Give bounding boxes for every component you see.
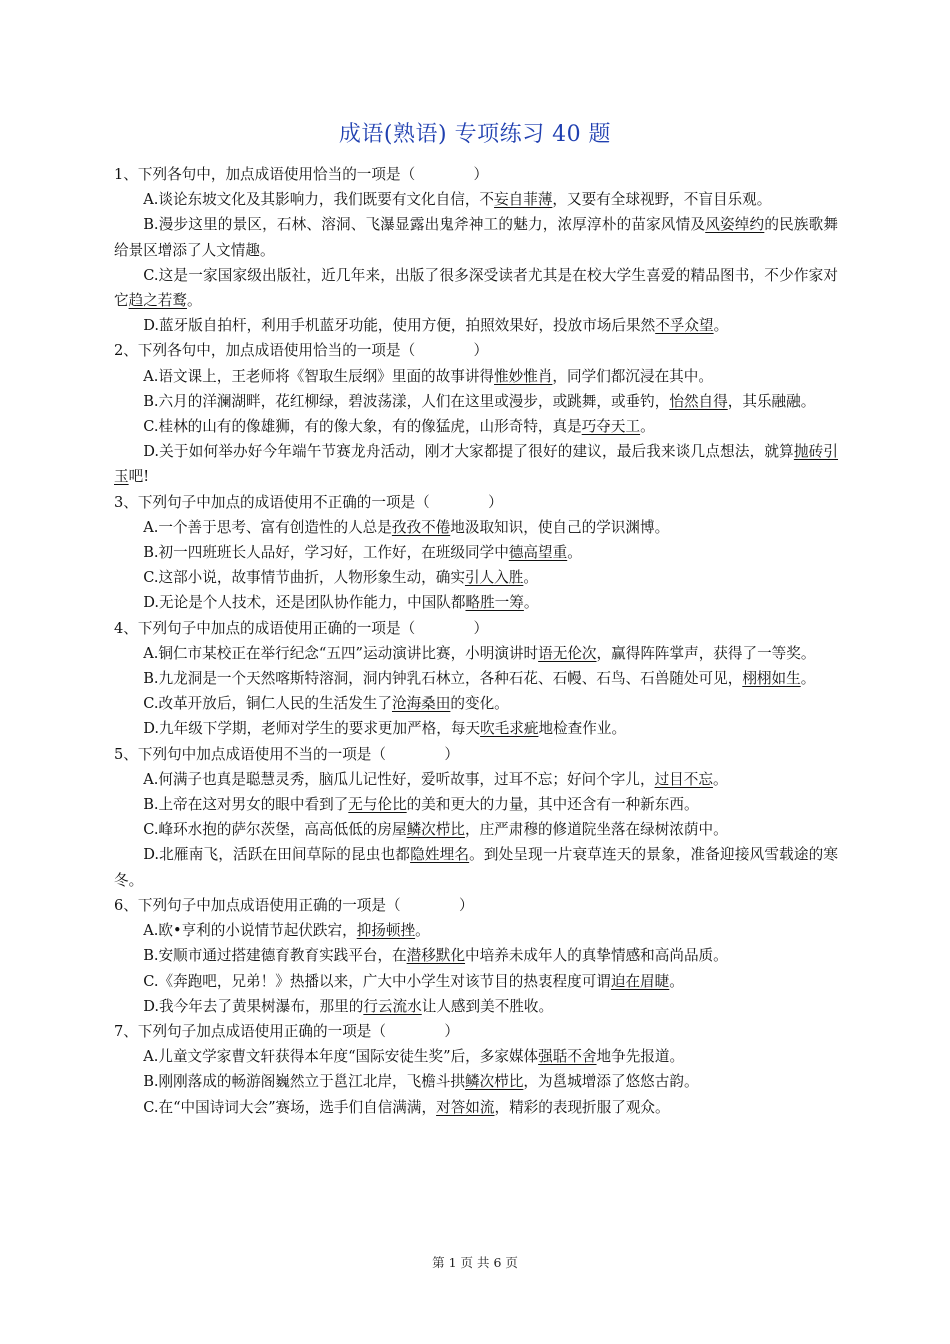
underlined-idiom: 略胜一筹	[465, 594, 524, 612]
underlined-idiom: 迫在眉睫	[610, 972, 670, 990]
answer-option	[114, 994, 838, 1019]
question-stem: 3、下列句子中加点的成语使用不正确的一项是（ ）	[114, 493, 503, 511]
underlined-idiom: 德高望重	[508, 544, 568, 562]
underlined-idiom: 语无伦次	[538, 644, 597, 662]
answer-option	[114, 540, 838, 565]
answer-option	[114, 565, 838, 590]
option-text: 的民族歌舞给景区增添了人文情趣。	[114, 216, 838, 259]
question-list	[114, 162, 838, 1120]
underlined-idiom: 行云流水	[363, 997, 422, 1015]
underlined-idiom: 无与伦比	[348, 796, 407, 814]
underlined-idiom: 妄自菲薄	[494, 191, 553, 209]
answer-option	[114, 641, 838, 666]
answer-option	[114, 969, 838, 994]
underlined-idiom: 怡然自得	[669, 392, 728, 410]
underlined-idiom: 鳞次栉比	[406, 821, 465, 839]
underlined-idiom: 过目不忘	[654, 770, 713, 788]
option-text: 。	[415, 922, 430, 940]
option-text: B.上帝在这对男女的眼中看到了	[143, 796, 349, 814]
option-text: A.铜仁市某校正在举行纪念“五四”运动演讲比赛，小明演讲时	[143, 644, 539, 662]
option-text: D.我今年去了黄果树瀑布，那里的	[143, 997, 364, 1015]
question-stem: 6、下列句子中加点成语使用正确的一项是（ ）	[114, 896, 474, 914]
answer-option	[114, 364, 838, 389]
underlined-idiom: 抛砖引玉	[114, 443, 838, 486]
underlined-idiom: 沧海桑田	[391, 695, 451, 713]
option-text: ，赢得阵阵掌声，获得了一等奖。	[596, 644, 816, 662]
question-stem: 2、下列各句中，加点成语使用恰当的一项是（ ）	[114, 342, 489, 360]
option-text: C.这部小说，故事情节曲折，人物形象生动，确实	[143, 569, 465, 587]
option-text: B.安顺市通过搭建德育教育实践平台，在	[143, 947, 407, 965]
option-text: A.语文课上，王老师将《智取生辰纲》里面的故事讲得	[143, 367, 495, 385]
underlined-idiom: 强聒不舍	[538, 1048, 597, 1066]
option-text: 地争先报道。	[596, 1048, 685, 1066]
question-stem: 5、下列句中加点成语使用不当的一项是（ ）	[114, 745, 459, 763]
option-text: A.儿童文学家曹文轩获得本年度“国际安徒生奖”后，多家媒体	[143, 1048, 539, 1066]
answer-option	[114, 313, 838, 338]
answer-option	[114, 389, 838, 414]
answer-option	[114, 212, 838, 262]
answer-option	[114, 943, 838, 968]
underlined-idiom: 隐姓埋名	[410, 846, 470, 864]
answer-option	[114, 767, 838, 792]
option-text: B.漫步这里的景区，石林、溶洞、飞瀑显露出鬼斧神工的魅力，浓厚淳朴的苗家风情及	[143, 216, 706, 234]
option-text: A.谈论东坡文化及其影响力，我们既要有文化自信，不	[143, 191, 495, 209]
option-text: 地汲取知识，使自己的学识渊博。	[450, 518, 670, 536]
underlined-idiom: 吹毛求疵	[480, 720, 539, 738]
option-text: C.峰环水抱的萨尔茨堡，高高低低的房屋	[143, 821, 407, 839]
option-text: 。到处呈现一片衰草连天的景象，准备迎接风雪载途的寒冬。	[114, 846, 838, 889]
option-text: ，又要有全球视野，不盲目乐观。	[552, 191, 772, 209]
option-text: ，精彩的表现折服了观众。	[494, 1098, 670, 1116]
document-title: 成语(熟语) 专项练习 40 题	[338, 122, 612, 147]
option-text: B.九龙洞是一个天然喀斯特溶洞，洞内钟乳石林立，各种石花、石幔、石鸟、石兽随处可见，	[143, 670, 743, 688]
answer-option	[114, 515, 838, 540]
option-text: B.六月的洋澜湖畔，花红柳绿，碧波荡漾，人们在这里或漫步，或跳舞，或垂钓，	[143, 392, 670, 410]
underlined-idiom: 巧夺天工	[581, 418, 641, 436]
answer-option	[114, 1069, 838, 1094]
answer-option	[114, 439, 838, 489]
option-text: 。	[640, 418, 655, 436]
underlined-idiom: 风姿绰约	[705, 216, 765, 234]
question-stem: 4、下列句子中加点的成语使用正确的一项是（ ）	[114, 619, 489, 637]
answer-option	[114, 414, 838, 439]
question-stem: 7、下列句子加点成语使用正确的一项是（ ）	[114, 1022, 459, 1040]
option-text: 的美和更大的力量，其中还含有一种新东西。	[406, 796, 699, 814]
option-text: 。	[523, 569, 538, 587]
option-text: B.刚刚落成的畅游阁巍然立于邕江北岸，飞檐斗拱	[143, 1073, 466, 1091]
option-text: 。	[187, 292, 202, 310]
underlined-idiom: 孜孜不倦	[391, 518, 451, 536]
answer-option	[114, 1095, 838, 1120]
option-text: 。	[523, 594, 539, 612]
option-text: D.九年级下学期，老师对学生的要求更加严格，每天	[143, 720, 481, 738]
option-text: 。	[567, 544, 582, 562]
answer-option	[114, 691, 838, 716]
underlined-idiom: 对答如流	[436, 1098, 495, 1116]
option-text: C.这是一家国家级出版社，近几年来，出版了很多深受读者尤其是在校大学生喜爱的精品图书，不少作家对它	[114, 266, 838, 310]
option-text: 吧!	[128, 468, 150, 486]
option-text: D.关于如何举办好今年端午节赛龙舟活动，刚才大家都提了很好的建议，最后我来谈几点想法，就算	[143, 443, 794, 461]
option-text: C.改革开放后，铜仁人民的生活发生了	[143, 695, 392, 713]
option-text: 让人感到美不胜收。	[421, 997, 554, 1015]
answer-option	[114, 792, 838, 817]
option-text: C.桂林的山有的像雄狮，有的像大象，有的像猛虎，山形奇特，真是	[143, 418, 582, 436]
option-text: ，为邕城增添了悠悠古韵。	[523, 1073, 699, 1091]
option-text: ，庄严肃穆的修道院坐落在绿树浓荫中。	[464, 821, 728, 839]
underlined-idiom: 栩栩如生	[742, 670, 801, 688]
option-text: C.《奔跑吧，兄弟！》热播以来，广大中小学生对该节目的热衷程度可谓	[143, 972, 611, 990]
answer-option	[114, 1044, 838, 1069]
option-text: 中培养未成年人的真挚情感和高尚品质。	[465, 947, 728, 965]
answer-option	[114, 716, 838, 741]
option-text: 地检查作业。	[538, 720, 627, 738]
option-text: 。	[713, 317, 729, 335]
underlined-idiom: 惟妙惟肖	[494, 367, 553, 385]
underlined-idiom: 不孚众望	[655, 317, 714, 335]
page-footer: 第 1 页 共 6 页	[432, 1255, 518, 1270]
question-stem: 1、下列各句中，加点成语使用恰当的一项是（ ）	[114, 166, 489, 183]
answer-option	[114, 666, 838, 691]
answer-option	[114, 817, 838, 842]
option-text: D.北雁南飞，活跃在田间草际的昆虫也都	[143, 846, 411, 864]
answer-option	[114, 590, 838, 615]
option-text: 。	[800, 670, 816, 688]
underlined-idiom: 潜移默化	[406, 947, 466, 965]
answer-option	[114, 187, 838, 212]
option-text: ，其乐融融。	[727, 392, 816, 410]
answer-option	[114, 918, 838, 943]
option-text: B.初一四班班长人品好，学习好，工作好，在班级同学中	[143, 544, 509, 562]
option-text: 的变化。	[450, 695, 509, 713]
underlined-idiom: 鳞次栉比	[465, 1073, 524, 1091]
option-text: A.一个善于思考、富有创造性的人总是	[143, 518, 392, 536]
option-text: 。	[669, 972, 684, 990]
underlined-idiom: 引人入胜	[464, 569, 524, 587]
option-text: C.在“中国诗词大会”赛场，选手们自信满满，	[143, 1098, 437, 1116]
option-text: ，同学们都沉浸在其中。	[552, 367, 713, 385]
answer-option	[114, 263, 838, 313]
option-text: D.无论是个人技术，还是团队协作能力，中国队都	[143, 594, 466, 612]
underlined-idiom: 趋之若鹜	[128, 292, 187, 310]
option-text: D.蓝牙版自拍杆，利用手机蓝牙功能，使用方便，拍照效果好，投放市场后果然	[143, 317, 656, 335]
option-text: A.欧•亨利的小说情节起伏跌宕，	[143, 922, 357, 940]
option-text: A.何满子也真是聪慧灵秀，脑瓜儿记性好，爱听故事，过耳不忘；好问个字儿，	[143, 770, 655, 788]
answer-option	[114, 842, 838, 892]
underlined-idiom: 抑扬顿挫	[356, 922, 416, 940]
option-text: 。	[712, 770, 728, 788]
